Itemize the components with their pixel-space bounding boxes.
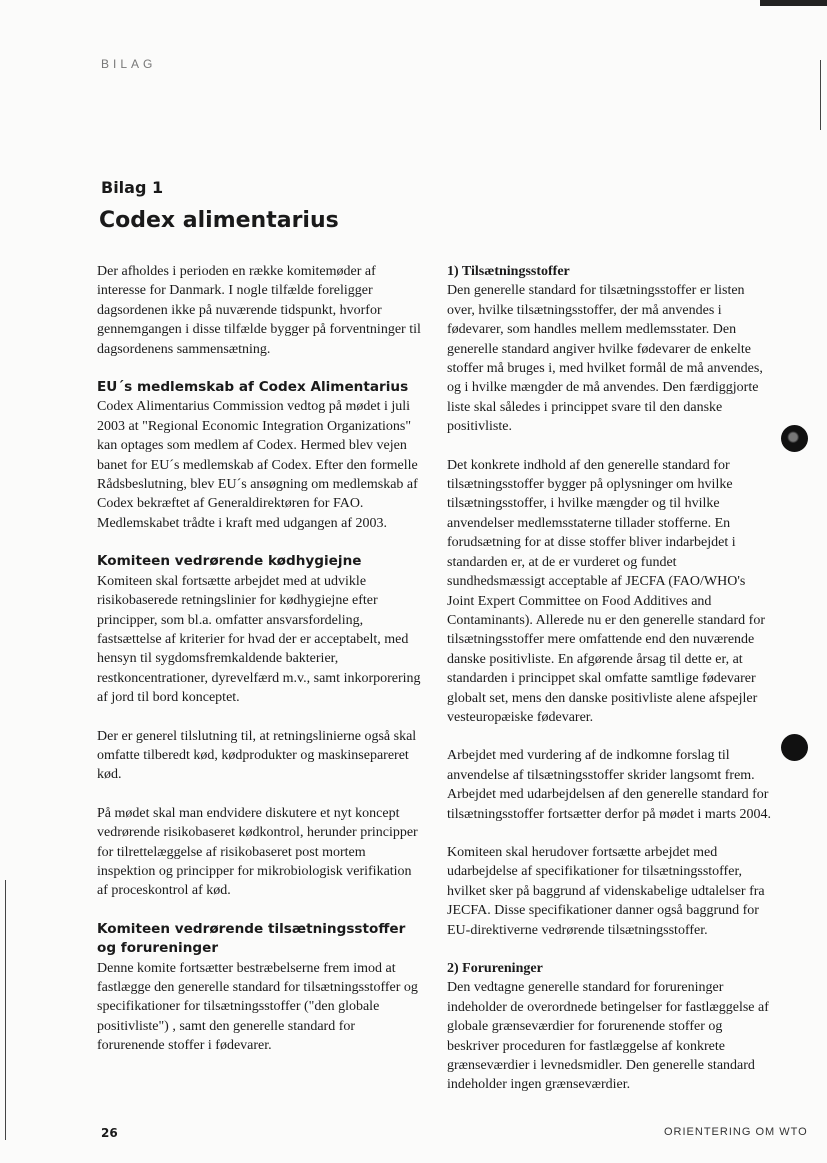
paragraph-additives-contaminants: Denne komite fortsætter bestræbelserne frem imod at fastlægge den generelle standard for tilsætningsstoffer og specifikationer for tilsætningsstoffer ("den globale positivliste") , samt den generelle standard for forurenende stoffer i fødevarer. — [97, 960, 418, 1054]
scan-edge-line-left — [5, 880, 6, 1140]
paragraph-meat-hygiene: Komiteen skal fortsætte arbejdet med at udvikle risikobaserede retningslinier for kødhygiejne efter principper, som bl.a. omfatter ansvarsfordeling, fastsættelse af kriterier for hvad der er acceptabelt, med hensyn til sygdomsfremkaldende bakterier, restkoncentrationer, dyrevelfærd m.v., samt inkorporering af jord til bord konceptet. — [97, 573, 421, 706]
right-column — [447, 262, 775, 1114]
paragraph-specifications: Komiteen skal herudover fortsætte arbejdet med udarbejdelse af specifikationer for tilsætningsstoffer, hvilket sker på baggrund af videnskabelige udtalelser fra JECFA. Disse specifikationer danner også baggrund for EU-direktiverne vedrørende tilsætningsstoffer. — [447, 844, 765, 938]
punch-hole-bottom — [781, 734, 808, 761]
running-footer: ORIENTERING OM WTO — [664, 1126, 808, 1138]
paragraph-contaminants: Den vedtagne generelle standard for forureninger indeholder de overordnede betingelser for fastlæggelse af globale grænseværdier for forurenende stoffer og beskriver proceduren for fastlæggelse af konkrete grænseværdier i levnedsmidler. Den generelle standard indeholder ingen grænseværdier. — [447, 980, 769, 1093]
section-heading-meat-hygiene: Komiteen vedrørende kødhygiejne — [97, 553, 362, 570]
intro-paragraph: Der afholdes i perioden en række komitemøder af interesse for Danmark. I nogle tilfælde foreligger dagsordenen ikke på nuværende tidspunkt, hvorfor gennemgangen i disse tilfælde bygger på forventninger til dagsordenens sammensætning. — [97, 264, 421, 357]
appendix-label: Bilag 1 — [101, 178, 164, 197]
section-heading-additives-contaminants: Komiteen vedrørende tilsætningsstoffer og forureninger — [97, 920, 406, 957]
left-column — [97, 262, 425, 1075]
page-title: Codex alimentarius — [99, 208, 339, 233]
page-number: 26 — [101, 1126, 118, 1140]
paragraph-meat-products: Der er generel tilslutning til, at retningslinierne også skal omfatte tilberedt kød, kødprodukter og maskinsepareret kød. — [97, 728, 417, 783]
paragraph-content-jecfa: Det konkrete indhold af den generelle standard for tilsætningsstoffer bygger på oplysninger om hvilke tilsætningsstoffer, i hvilke mængder og til hvilke anvendelser medlemsstaterne tillader stofferne. En forudsætning for at disse stoffer bliver indarbejdet i standarden er, at de er vurderet og fundet sundhedsmæssigt acceptable af JECFA (FAO/WHO's Joint Expert Committee on Food Additives and Contaminants). Allerede nu er den generelle standard for tilsætningsstoffer mere omfattende end den nuværende danske positivliste. En afgørende årsag til dette er, at standarden i princippet skal omfatte samtlige fødevarer globalt set, mens den danske positivliste alene afspejler vesteuropæiske fødevarer. — [447, 457, 765, 725]
running-head: BILAG — [101, 57, 157, 71]
section-heading-eu-membership: EU´s medlemskab af Codex Alimentarius — [97, 379, 409, 396]
subheading-additives: 1) Tilsætningsstoffer — [447, 264, 570, 279]
paragraph-progress: Arbejdet med vurdering af de indkomne forslag til anvendelse af tilsætningsstoffer skrider langsomt frem. Arbejdet med udarbejdelsen af den generelle standard for tilsætningsstoffer fortsætter derfor på mødet i marts 2004. — [447, 748, 772, 822]
scan-edge-line-right — [820, 60, 821, 130]
paragraph-risk-based-control: På mødet skal man endvidere diskutere et nyt koncept vedrørende risikobaseret kødkontrol, herunder principper for tilrettelæggelse af risikobaseret post mortem inspektion og principper for mikrobiologisk verifikation af proceskontrol af kød. — [97, 805, 418, 899]
punch-hole-top — [781, 425, 808, 452]
paragraph-eu-membership: Codex Alimentarius Commission vedtog på mødet i juli 2003 at "Regional Economic Integration Organizations" kan optages som medlem af Codex. Hermed blev vejen banet for EU´s medlemskab af Codex. Efter den formelle Rådsbeslutning, blev EU´s ansøgning om medlemskab af Codex bekræftet af Generaldirektøren for FAO. Medlemskabet trådte i kraft med udgangen af 2003. — [97, 399, 418, 531]
subheading-contaminants: 2) Forureninger — [447, 961, 543, 976]
scan-edge-bar — [760, 0, 827, 6]
paragraph-general-standard: Den generelle standard for tilsætningsstoffer er listen over, hvilke tilsætningsstoffer, der må anvendes i fødevarer, som handles mellem medlemsstater. Den generelle standard angiver hvilke fødevarer de enkelte stoffer må bruges i, med hvilket formål de må anvendes, og i hvilke mængder de må anvendes. Den færdiggjorte liste skal således i princippet svare til den danske positivliste. — [447, 283, 763, 435]
